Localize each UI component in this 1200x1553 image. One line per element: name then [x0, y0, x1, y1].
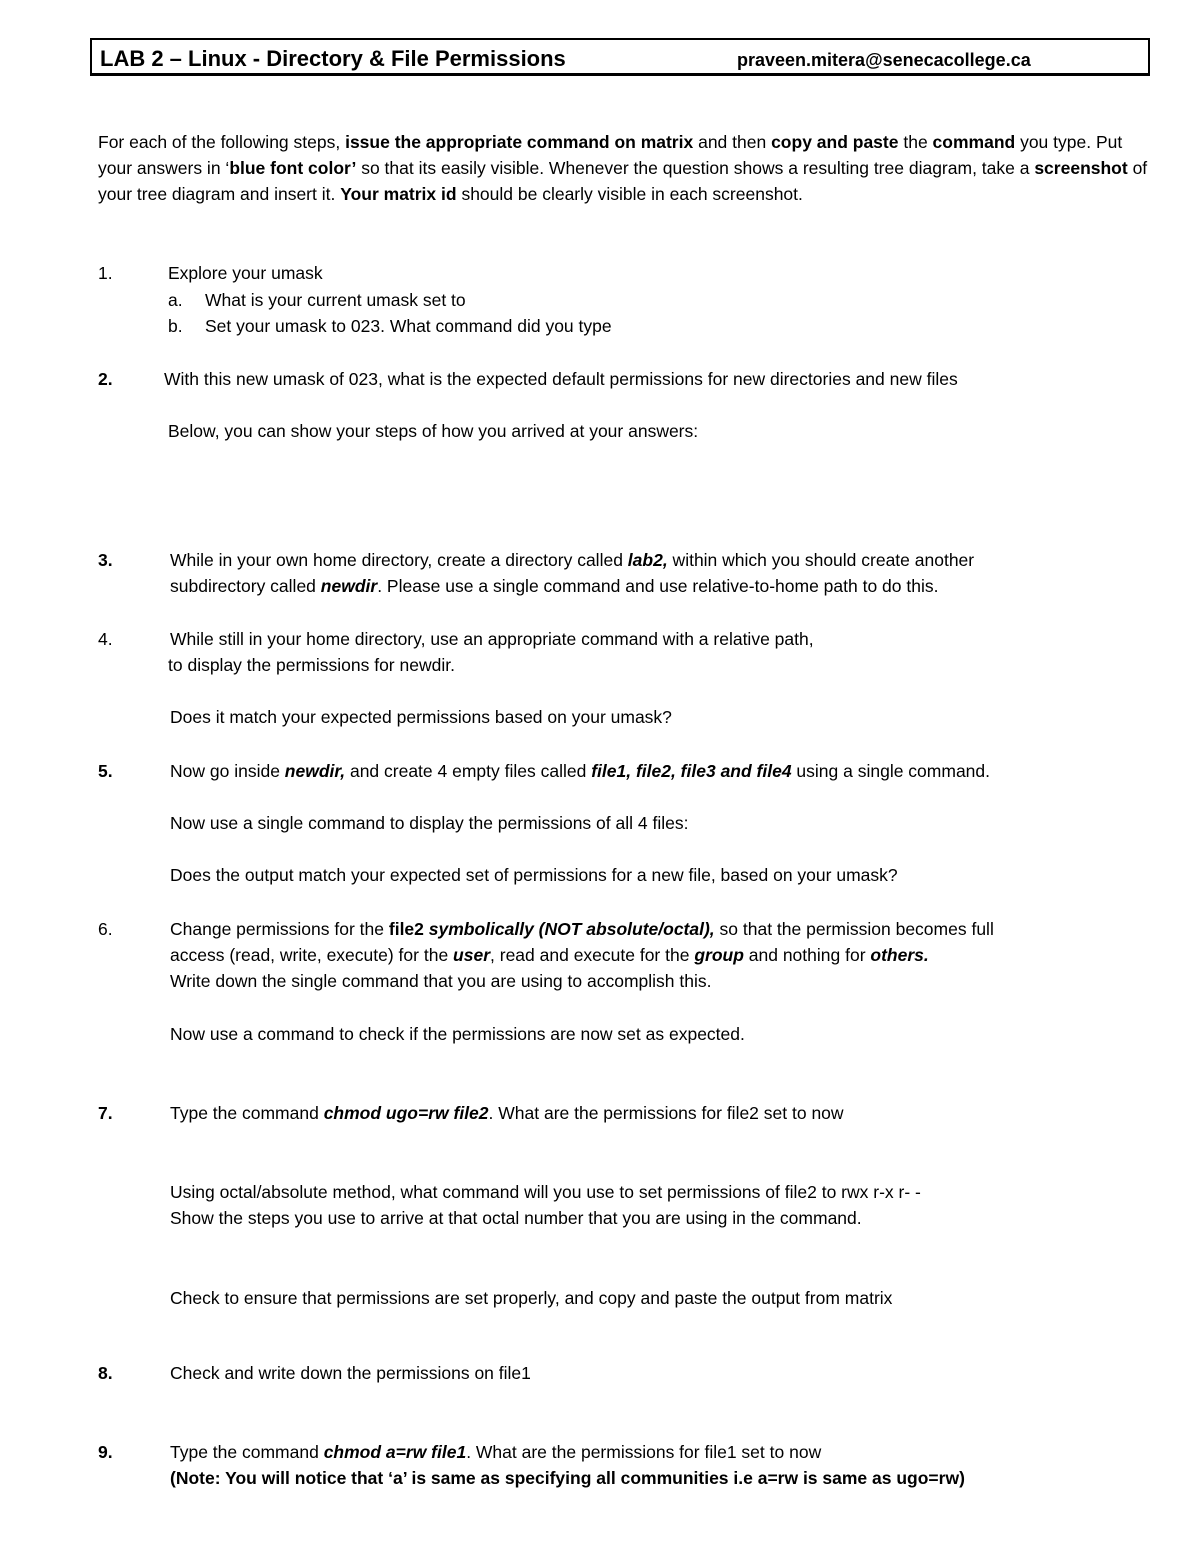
question-4-line-2: to display the permissions for newdir. — [168, 655, 455, 675]
question-4-line-1: While still in your home directory, use an appropriate command with a relative path, — [170, 629, 814, 649]
question-7-line-2: Using octal/absolute method, what command will you use to set permissions of file2 to rwx r-x r- - — [170, 1182, 921, 1202]
question-8-line-1: Check and write down the permissions on file1 — [170, 1363, 531, 1383]
question-5-line-1: Now go inside newdir, and create 4 empty files called file1, file2, file3 and file4 using a single command. — [170, 761, 991, 781]
question-5-line-2: Now use a single command to display the permissions of all 4 files: — [170, 813, 689, 833]
lab-title: LAB 2 – Linux - Directory & File Permissions — [100, 46, 566, 71]
question-1b-text: Set your umask to 023. What command did you type — [205, 316, 612, 336]
question-5-line-3: Does the output match your expected set of permissions for a new file, based on your umask? — [170, 865, 898, 885]
question-6-line-1: Change permissions for the file2 symbolically (NOT absolute/octal), so that the permission becomes full — [170, 919, 994, 939]
question-6-line-2: access (read, write, execute) for the user, read and execute for the group and nothing for others. — [170, 945, 929, 965]
question-7-line-1: Type the command chmod ugo=rw file2. What are the permissions for file2 set to now — [170, 1103, 844, 1123]
question-7-line-3: Show the steps you use to arrive at that octal number that you are using in the command. — [170, 1208, 862, 1228]
question-number-4: 4. — [98, 629, 113, 649]
question-1a-label: a. — [168, 290, 183, 310]
question-1-text: Explore your umask — [168, 263, 323, 283]
question-9-note: (Note: You will notice that ‘a’ is same as specifying all communities i.e a=rw is same as ugo=rw) — [170, 1468, 965, 1488]
question-number-9: 9. — [98, 1442, 113, 1462]
question-9-line-1: Type the command chmod a=rw file1. What are the permissions for file1 set to now — [170, 1442, 822, 1462]
question-number-2: 2. — [98, 369, 113, 389]
intro-paragraph: For each of the following steps, issue the appropriate command on matrix and then copy and paste the command you type. Put your answers in ‘blue font color’ so that its easily visible. Whenever the question shows a resulting tree diagram, take a screenshot of your tree diagram and insert it. Your matrix id should be clearly visible in each screenshot. — [98, 132, 1148, 204]
question-number-5: 5. — [98, 761, 113, 781]
question-6-line-4: Now use a command to check if the permissions are now set as expected. — [170, 1024, 745, 1044]
question-4-line-3: Does it match your expected permissions based on your umask? — [170, 707, 672, 727]
question-7-line-4: Check to ensure that permissions are set properly, and copy and paste the output from matrix — [170, 1288, 893, 1308]
question-number-1: 1. — [98, 263, 113, 283]
question-number-6: 6. — [98, 919, 113, 939]
question-1a-text: What is your current umask set to — [205, 290, 466, 310]
question-2-subtext: Below, you can show your steps of how you arrived at your answers: — [168, 421, 699, 441]
document-header — [90, 38, 1150, 76]
question-6-line-3: Write down the single command that you are using to accomplish this. — [170, 971, 712, 991]
author-email: praveen.mitera@senecacollege.ca — [737, 50, 1031, 70]
question-number-3: 3. — [98, 550, 113, 570]
question-number-8: 8. — [98, 1363, 113, 1383]
question-1b-label: b. — [168, 316, 183, 336]
question-3-line-1: While in your own home directory, create a directory called lab2, within which you should create another — [170, 550, 975, 570]
question-3-line-2: subdirectory called newdir. Please use a single command and use relative-to-home path to do this. — [170, 576, 939, 596]
question-number-7: 7. — [98, 1103, 113, 1123]
question-2-text: With this new umask of 023, what is the expected default permissions for new directories and new files — [164, 369, 958, 389]
